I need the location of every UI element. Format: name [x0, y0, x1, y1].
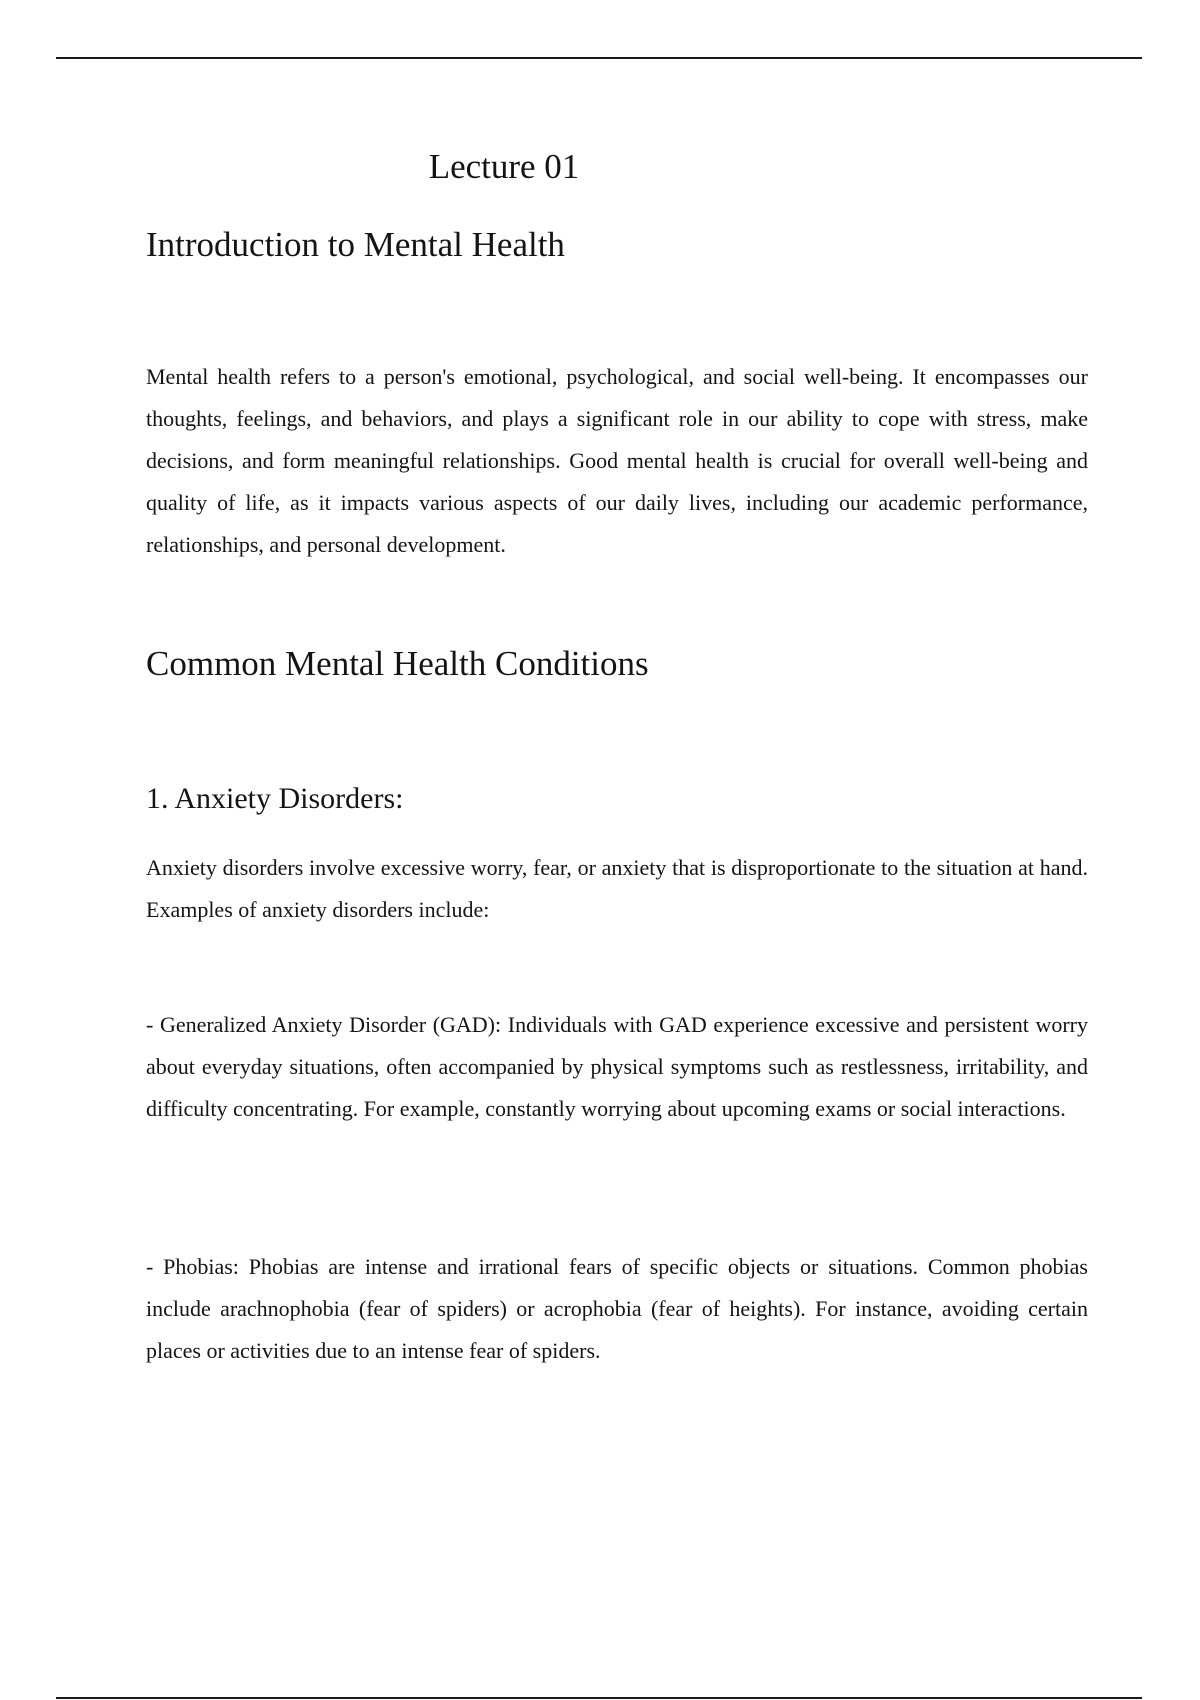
top-rule — [56, 57, 1142, 59]
lecture-title: Lecture 01 — [428, 147, 580, 186]
main-heading: Introduction to Mental Health — [146, 225, 565, 264]
anxiety-paragraph: Anxiety disorders involve excessive worry, fear, or anxiety that is disproportionate to the situation at hand. Examples of anxiety disorders include: — [146, 855, 1088, 922]
phobias-paragraph: - Phobias: Phobias are intense and irrational fears of specific objects or situations. Common phobias include arachnophobia (fear of spiders) or acrophobia (fear of heights). For instance, avoiding certain places or activities due to an intense fear of spiders. — [146, 1254, 1088, 1363]
subsection-heading: 1. Anxiety Disorders: — [146, 782, 404, 815]
section-heading: Common Mental Health Conditions — [146, 644, 649, 683]
gad-paragraph: - Generalized Anxiety Disorder (GAD): Individuals with GAD experience excessive and persistent worry about everyday situations, often accompanied by physical symptoms such as restlessness, irritability, and difficulty concentrating. For example, constantly worrying about upcoming exams or social interactions. — [146, 1012, 1088, 1121]
bottom-rule — [56, 1697, 1142, 1699]
intro-paragraph: Mental health refers to a person's emotional, psychological, and social well-being. It encompasses our thoughts, feelings, and behaviors, and plays a significant role in our ability to cope with stress, make decisions, and form meaningful relationships. Good mental health is crucial for overall well-being and quality of life, as it impacts various aspects of our daily lives, including our academic performance, relationships, and personal development. — [146, 364, 1088, 557]
